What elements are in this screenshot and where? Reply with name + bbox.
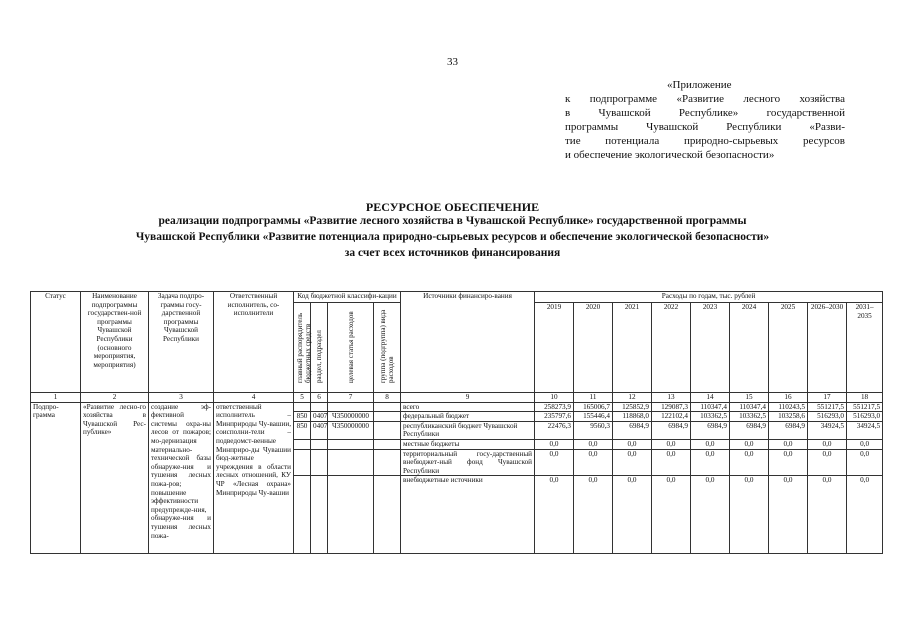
header-year: 2020 — [574, 303, 613, 393]
grbs-cell: 850 — [294, 412, 311, 422]
value-cell: 0,0 — [535, 476, 574, 554]
document-title: РЕСУРСНОЕ ОБЕСПЕЧЕНИЕ — [365, 200, 540, 214]
value-cell: 0,0 — [847, 449, 883, 476]
value-cell: 34924,5 — [808, 421, 847, 439]
header-year: 2021 — [613, 303, 652, 393]
column-number: 11 — [574, 393, 613, 403]
value-cell: 125852,9 — [613, 402, 652, 412]
subprogram-name-cell: «Развитие лесно-го хозяйства в Чувашской Рес-публике» — [81, 402, 149, 554]
column-number: 7 — [328, 393, 374, 403]
header-name: Наименование подпрограммы государствен-ной программы Чувашской Республики (основного мероприятия, мероприятия) — [81, 292, 149, 393]
section-cell — [311, 476, 328, 554]
article-cell: Ч350000000 — [328, 412, 374, 422]
column-number: 18 — [847, 393, 883, 403]
page-number: 33 — [447, 56, 458, 68]
header-year: 2024 — [730, 303, 769, 393]
group-cell — [374, 412, 401, 422]
value-cell: 9560,3 — [574, 421, 613, 439]
value-cell: 22476,3 — [535, 421, 574, 439]
column-number: 1 — [31, 393, 81, 403]
source-cell: внебюджетные источники — [401, 476, 535, 554]
value-cell: 0,0 — [613, 439, 652, 449]
header-task: Задача подпро-граммы госу-дарственной программы Чувашской Республики — [149, 292, 214, 393]
appendix-line: и обеспечение экологической безопасности» — [565, 149, 775, 161]
appendix-line: «Приложение — [667, 79, 732, 91]
group-cell — [374, 402, 401, 412]
value-cell: 516293,0 — [847, 412, 883, 422]
value-cell: 0,0 — [847, 439, 883, 449]
value-cell: 551217,5 — [808, 402, 847, 412]
column-number: 8 — [374, 393, 401, 403]
group-cell — [374, 439, 401, 449]
article-cell — [328, 449, 374, 476]
value-cell: 103362,5 — [691, 412, 730, 422]
value-cell: 0,0 — [730, 449, 769, 476]
header-budget-code: Код бюджетной классифи-кации — [294, 292, 401, 303]
column-number: 2 — [81, 393, 149, 403]
value-cell: 0,0 — [574, 449, 613, 476]
grbs-cell — [294, 402, 311, 412]
value-cell: 516293,0 — [808, 412, 847, 422]
header-group: группа (подгруппа) вида расходов — [374, 303, 401, 393]
appendix-line: в Чувашской Республике» государственной — [565, 107, 845, 119]
resource-table — [30, 291, 883, 554]
value-cell: 0,0 — [613, 476, 652, 554]
header-year: 2031–2035 — [847, 303, 883, 393]
appendix-line: к подпрограмме «Развитие лесного хозяйства — [565, 93, 845, 105]
task-cell: создание эф-фективной системы охра-ны лесов от пожаров; мо-дернизация материально-технической базы обнаруже-ния и тушения лесных пожа-ров; повышение эффективности предупрежде-ния, обнаруже-ния и тушения лесных пожа- — [149, 402, 214, 554]
header-section: раздел, подраздел — [311, 303, 328, 393]
column-number: 13 — [652, 393, 691, 403]
column-number: 14 — [691, 393, 730, 403]
article-cell — [328, 402, 374, 412]
value-cell: 6984,9 — [769, 421, 808, 439]
value-cell: 155446,4 — [574, 412, 613, 422]
article-cell: Ч350000000 — [328, 421, 374, 439]
column-number: 3 — [149, 393, 214, 403]
value-cell: 6984,9 — [652, 421, 691, 439]
value-cell: 0,0 — [574, 476, 613, 554]
value-cell: 0,0 — [652, 439, 691, 449]
document-subtitle: реализации подпрограммы «Развитие лесного хозяйства в Чувашской Республике» государственной программы — [158, 215, 747, 227]
header-expenses: Расходы по годам, тыс. рублей — [535, 292, 883, 303]
article-cell — [328, 476, 374, 554]
value-cell: 0,0 — [808, 449, 847, 476]
source-cell: республиканский бюджет Чувашской Республики — [401, 421, 535, 439]
group-cell — [374, 476, 401, 554]
section-cell — [311, 402, 328, 412]
section-cell — [311, 439, 328, 449]
value-cell: 0,0 — [730, 476, 769, 554]
appendix-line: тие потенциала природно-сырьевых ресурсов — [565, 135, 845, 147]
executor-cell: ответственный исполнитель – Минприроды Чу-вашии, соисполни-тели – подведомст-венные Минприро-ды Чувашии бюд-жетные учреждения в области лесных отношений, КУ ЧР «Лесная охрана» Минприроды Чу-вашии — [214, 402, 294, 554]
value-cell: 6984,9 — [613, 421, 652, 439]
value-cell: 235797,6 — [535, 412, 574, 422]
value-cell: 0,0 — [691, 476, 730, 554]
value-cell: 0,0 — [808, 439, 847, 449]
grbs-cell — [294, 439, 311, 449]
value-cell: 129087,3 — [652, 402, 691, 412]
value-cell: 165006,7 — [574, 402, 613, 412]
appendix-line: программы Чувашской Республики «Разви- — [565, 121, 845, 133]
value-cell: 0,0 — [613, 449, 652, 476]
grbs-cell — [294, 449, 311, 476]
column-number: 17 — [808, 393, 847, 403]
header-grbs: главный распорядитель бюджетных средств — [294, 303, 311, 393]
column-number: 9 — [401, 393, 535, 403]
value-cell: 0,0 — [691, 449, 730, 476]
header-article: целевая статья расходов — [328, 303, 374, 393]
grbs-cell: 850 — [294, 421, 311, 439]
header-sources: Источники финансиро-вания — [401, 292, 535, 393]
value-cell: 110347,4 — [730, 402, 769, 412]
header-year: 2025 — [769, 303, 808, 393]
column-number: 16 — [769, 393, 808, 403]
value-cell: 0,0 — [691, 439, 730, 449]
value-cell: 118868,0 — [613, 412, 652, 422]
value-cell: 6984,9 — [691, 421, 730, 439]
value-cell: 103258,6 — [769, 412, 808, 422]
status-cell: Подпро-грамма — [31, 402, 81, 554]
value-cell: 0,0 — [535, 439, 574, 449]
value-cell: 0,0 — [847, 476, 883, 554]
group-cell — [374, 449, 401, 476]
source-cell: федеральный бюджет — [401, 412, 535, 422]
source-cell: местные бюджеты — [401, 439, 535, 449]
value-cell: 0,0 — [535, 449, 574, 476]
document-subtitle: за счет всех источников финансирования — [344, 247, 561, 259]
value-cell: 258273,9 — [535, 402, 574, 412]
header-status: Статус — [31, 292, 81, 393]
section-cell — [311, 449, 328, 476]
column-number: 4 — [214, 393, 294, 403]
grbs-cell — [294, 476, 311, 554]
article-cell — [328, 439, 374, 449]
value-cell: 6984,9 — [730, 421, 769, 439]
value-cell: 103362,5 — [730, 412, 769, 422]
section-cell: 0407 — [311, 412, 328, 422]
value-cell: 0,0 — [574, 439, 613, 449]
header-year: 2019 — [535, 303, 574, 393]
source-cell: территориальный госу-дарственный внебюджет-ный фонд Чувашской Республики — [401, 449, 535, 476]
header-year: 2023 — [691, 303, 730, 393]
value-cell: 0,0 — [769, 476, 808, 554]
header-executor: Ответственный исполнитель, со-исполнители — [214, 292, 294, 393]
value-cell: 0,0 — [730, 439, 769, 449]
document-subtitle: Чувашской Республики «Развитие потенциала природно-сырьевых ресурсов и обеспечение экологической безопасности» — [135, 231, 770, 243]
header-year: 2026–2030 — [808, 303, 847, 393]
column-number: 10 — [535, 393, 574, 403]
column-number: 12 — [613, 393, 652, 403]
value-cell: 122102,4 — [652, 412, 691, 422]
section-cell: 0407 — [311, 421, 328, 439]
value-cell: 0,0 — [769, 439, 808, 449]
column-number: 15 — [730, 393, 769, 403]
value-cell: 0,0 — [652, 449, 691, 476]
group-cell — [374, 421, 401, 439]
value-cell: 551217,5 — [847, 402, 883, 412]
header-year: 2022 — [652, 303, 691, 393]
column-number: 5 — [294, 393, 311, 403]
source-cell: всего — [401, 402, 535, 412]
value-cell: 34924,5 — [847, 421, 883, 439]
column-number: 6 — [311, 393, 328, 403]
value-cell: 110347,4 — [691, 402, 730, 412]
value-cell: 0,0 — [808, 476, 847, 554]
table-row — [31, 402, 883, 412]
appendix-note — [565, 78, 845, 162]
value-cell: 0,0 — [769, 449, 808, 476]
value-cell: 0,0 — [652, 476, 691, 554]
column-numbers-row — [31, 393, 883, 403]
value-cell: 110243,5 — [769, 402, 808, 412]
